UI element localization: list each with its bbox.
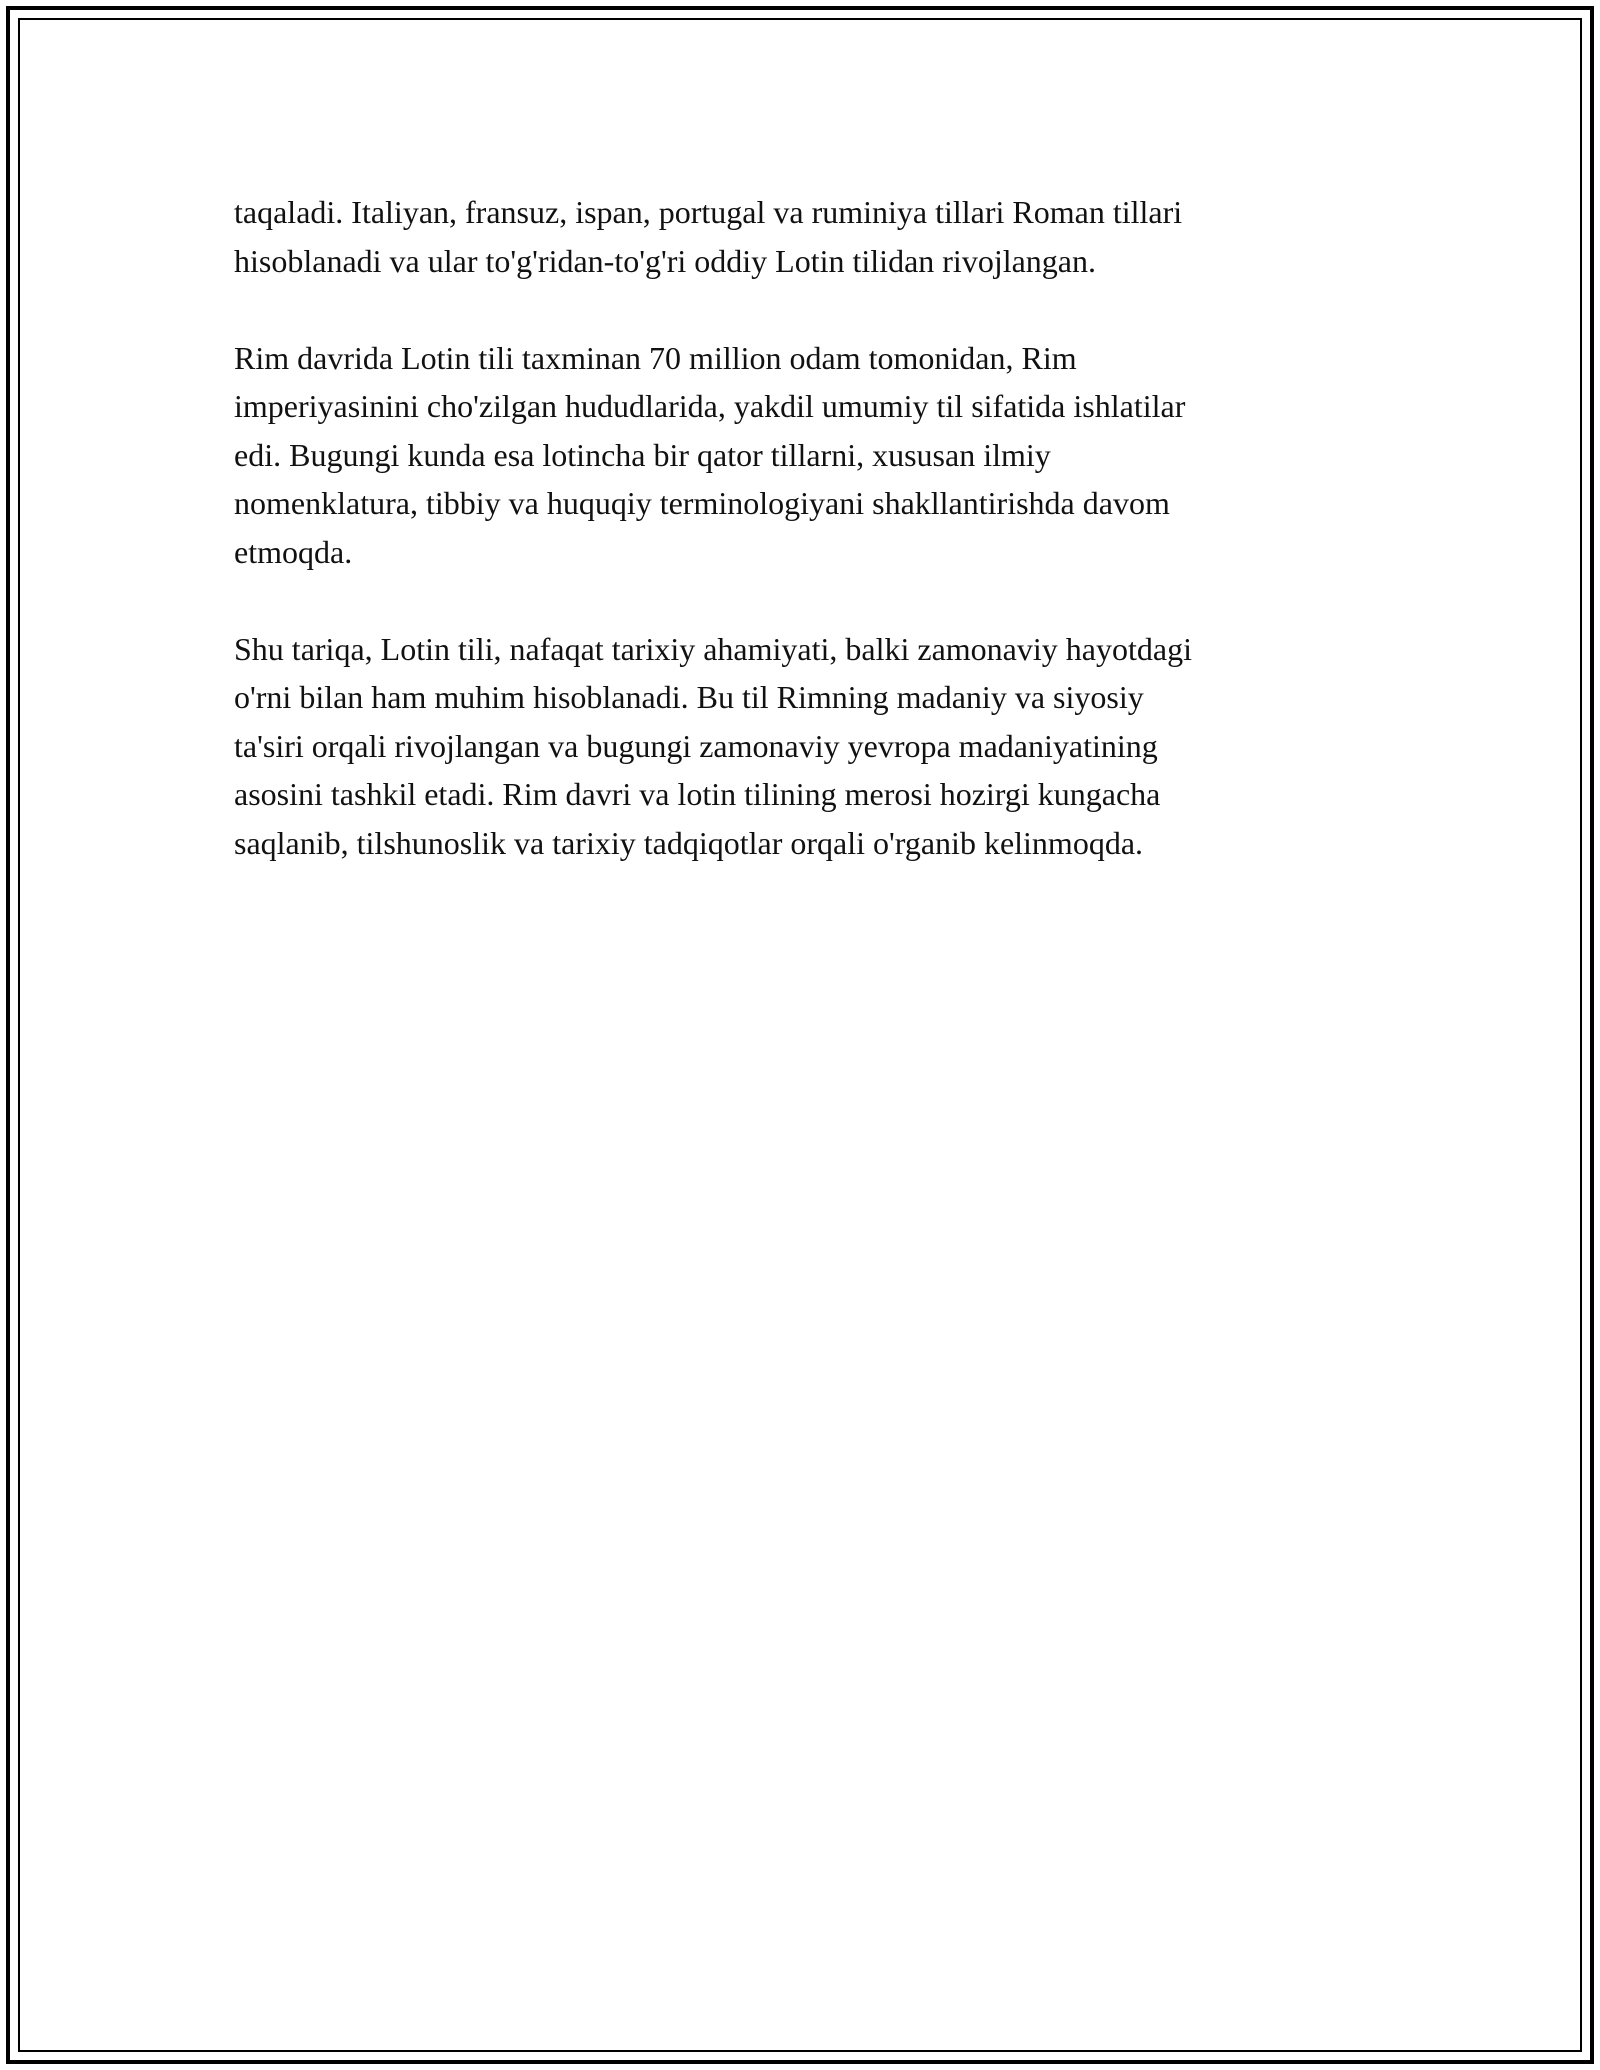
document-body (234, 188, 1354, 916)
paragraph-roman-languages: taqaladi. Italiyan, fransuz, ispan, portugal va ruminiya tillari Roman tillari hisoblanadi va ular to'g'ridan-to'g'ri oddiy Lotin tilidan rivojlangan. (234, 194, 1183, 279)
paragraph-latin-in-rome: Rim davrida Lotin tili taxminan 70 million odam tomonidan, Rim imperiyasinini cho'zilgan hududlarida, yakdil umumiy til sifatida ishlatilar edi. Bugungi kunda esa lotincha bir qator tillarni, xususan ilmiy nomenklatura, tibbiy va huquqiy terminologiyani shakllantirishda davom etmoqda. (234, 339, 1186, 570)
paragraph-conclusion: Shu tariqa, Lotin tili, nafaqat tarixiy ahamiyati, balki zamonaviy hayotdagi o'rni bilan ham muhim hisoblanadi. Bu til Rimning madaniy va siyosiy ta'siri orqali rivojlangan va bugungi zamonaviy yevropa madaniyatining asosini tashkil etadi. Rim davri va lotin tilining merosi hozirgi kungacha saqlanib, tilshunoslik va tarixiy tadqiqotlar orqali o'rganib kelinmoqda. (234, 630, 1192, 861)
